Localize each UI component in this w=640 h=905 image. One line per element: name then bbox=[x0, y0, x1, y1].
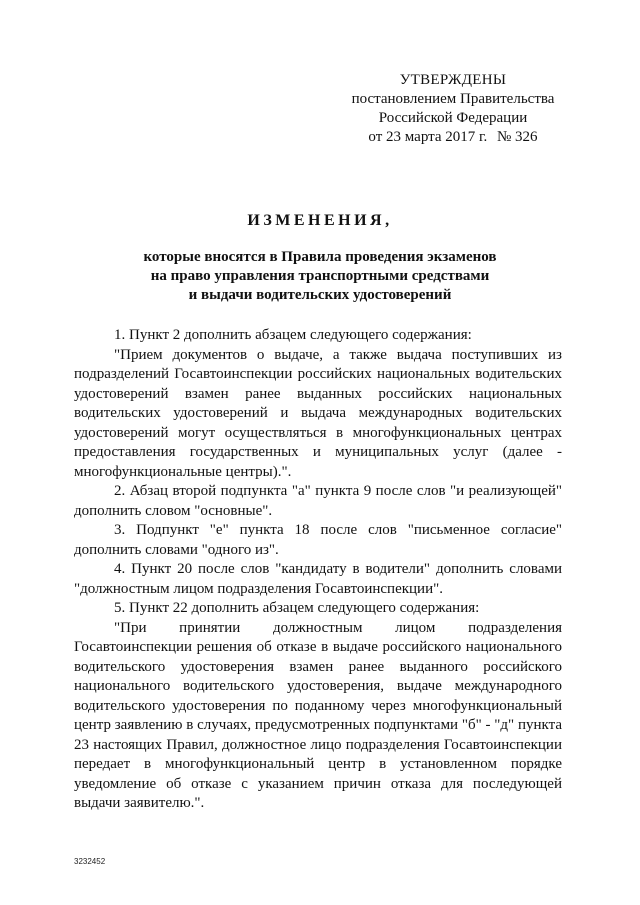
document-body bbox=[74, 326, 562, 814]
document-id: 3232452 bbox=[74, 857, 106, 866]
subheading-line-3: и выдачи водительских удостоверений bbox=[188, 287, 452, 303]
subheading-line-2: на право управления транспортными средствами bbox=[150, 268, 490, 284]
paragraph-item-5: 5. Пункт 22 дополнить абзацем следующего содержания: bbox=[114, 600, 480, 616]
paragraph-item-4: 4. Пункт 20 после слов "кандидату в водители" дополнить словами "должностным лицом подразделения Госавтоинспекции". bbox=[74, 561, 562, 597]
approval-date: от 23 марта 2017 г. bbox=[368, 129, 488, 145]
subheading-line-1: которые вносятся в Правила проведения экзаменов bbox=[143, 249, 497, 265]
paragraph-item-1-quote: "Прием документов о выдаче, а также выдача поступивших из подразделений Госавтоинспекции российских национальных водительских удостоверений взамен ранее выданных российских национальных водительских удостоверений и выдача международных водительских удостоверений могут осуществляться в многофункциональных центрах предоставления государственных и муниципальных услуг (далее - многофункциональные центры).". bbox=[74, 346, 562, 480]
document-subheading bbox=[120, 248, 520, 305]
document-heading: ИЗМЕНЕНИЯ, bbox=[247, 212, 393, 229]
approval-date-line bbox=[340, 128, 566, 147]
approval-title: УТВЕРЖДЕНЫ bbox=[399, 72, 507, 88]
paragraph-item-5-quote: "При принятии должностным лицом подразделения Госавтоинспекции решения об отказе в выдаче российского национального водительского удостоверения взамен ранее выданного российского национального водительского удостоверения, выдаче международного водительского удостоверения по поданному через многофункциональный центр заявлению в случаях, предусмотренных подпунктами "б" - "д" пункта 23 настоящих Правил, должностное лицо подразделения Госавтоинспекции передает в многофункциональный центр в установленном порядке уведомление об отказе с указанием причин отказа для последующей выдачи заявителю.". bbox=[74, 619, 562, 811]
approval-stamp-block bbox=[340, 71, 566, 147]
paragraph-item-1: 1. Пункт 2 дополнить абзацем следующего содержания: bbox=[114, 327, 472, 343]
paragraph-item-3: 3. Подпункт "е" пункта 18 после слов "письменное согласие" дополнить словами "одного из". bbox=[74, 522, 562, 558]
paragraph-item-2: 2. Абзац второй подпункта "а" пункта 9 после слов "и реализующей" дополнить словом "основные". bbox=[74, 483, 562, 519]
approval-line-federation: Российской Федерации bbox=[378, 110, 528, 126]
approval-line-government: постановлением Правительства bbox=[351, 91, 555, 107]
approval-number: № 326 bbox=[497, 129, 538, 145]
